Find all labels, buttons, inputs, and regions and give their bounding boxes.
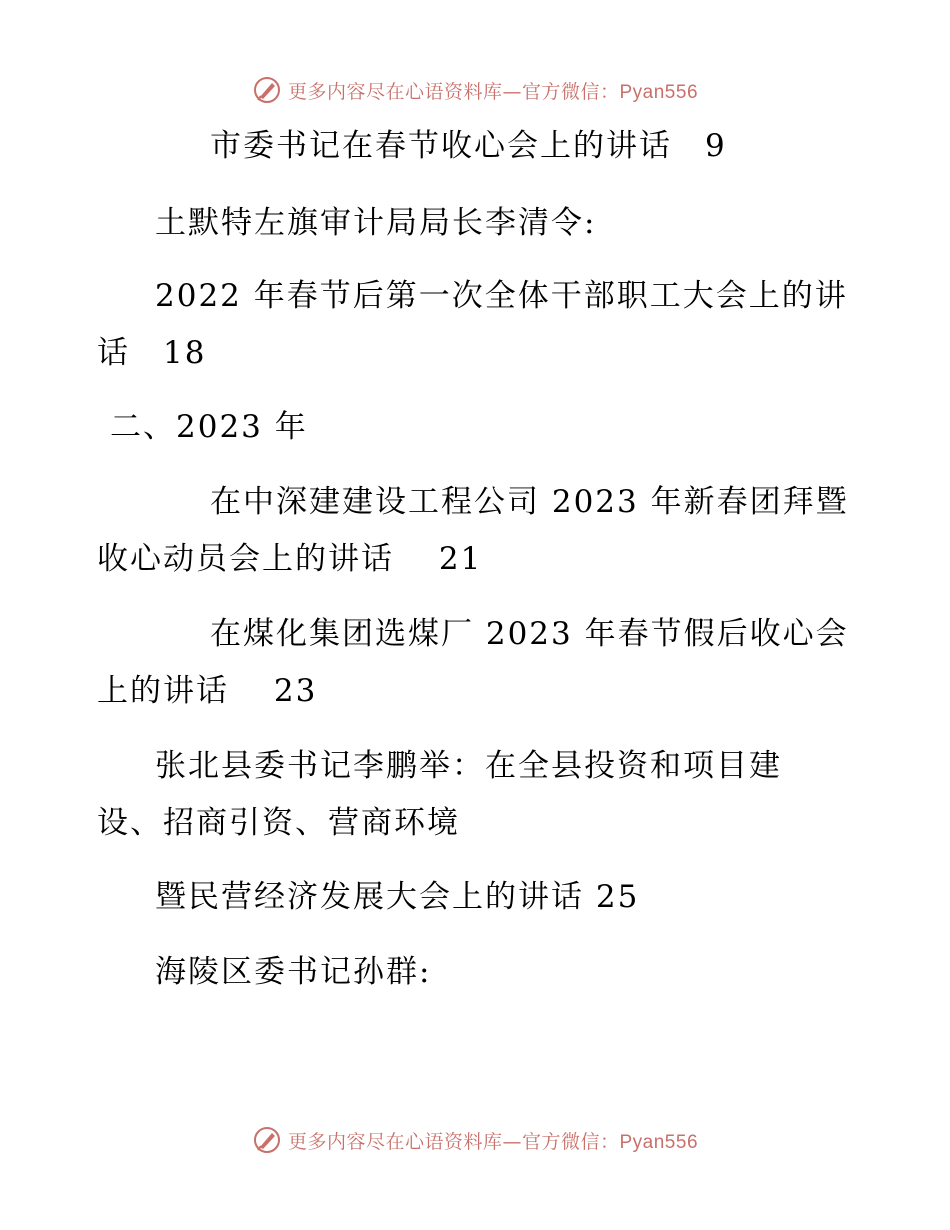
- toc-entry-line: 张北县委书记李鹏举：在全县投资和项目建: [155, 748, 782, 784]
- toc-entry-line: 市委书记在春节收心会上的讲话 9: [210, 128, 727, 164]
- section-heading: 二、2023 年: [110, 409, 308, 445]
- toc-entry-line: 在煤化集团选煤厂 2023 年春节假后收心会: [210, 616, 849, 652]
- toc-entry-line: 收心动员会上的讲话 21: [97, 541, 483, 577]
- quill-seal-icon: [252, 1125, 282, 1155]
- toc-entry-line: 话 18: [97, 335, 207, 371]
- watermark-text: 更多内容尽在心语资料库—官方微信：Pyan556: [287, 80, 699, 103]
- quill-seal-icon: [252, 75, 282, 105]
- toc-entry-line: 2022 年春节后第一次全体干部职工大会上的讲: [155, 278, 848, 314]
- watermark-footer: [0, 1120, 950, 1160]
- watermark-text: 更多内容尽在心语资料库—官方微信：Pyan556: [287, 1130, 699, 1153]
- toc-entry-line: 设、招商引资、营商环境: [97, 805, 460, 841]
- toc-entry-line: 暨民营经济发展大会上的讲话 25: [155, 879, 640, 915]
- toc-entry-line: 上的讲话 23: [97, 673, 318, 709]
- toc-entry-line: 在中深建建设工程公司 2023 年新春团拜暨: [210, 484, 849, 520]
- watermark-header: [0, 70, 950, 110]
- toc-entry-line: 海陵区委书记孙群:: [155, 954, 432, 990]
- toc-entry-line: 土默特左旗审计局局长李清令:: [155, 205, 597, 241]
